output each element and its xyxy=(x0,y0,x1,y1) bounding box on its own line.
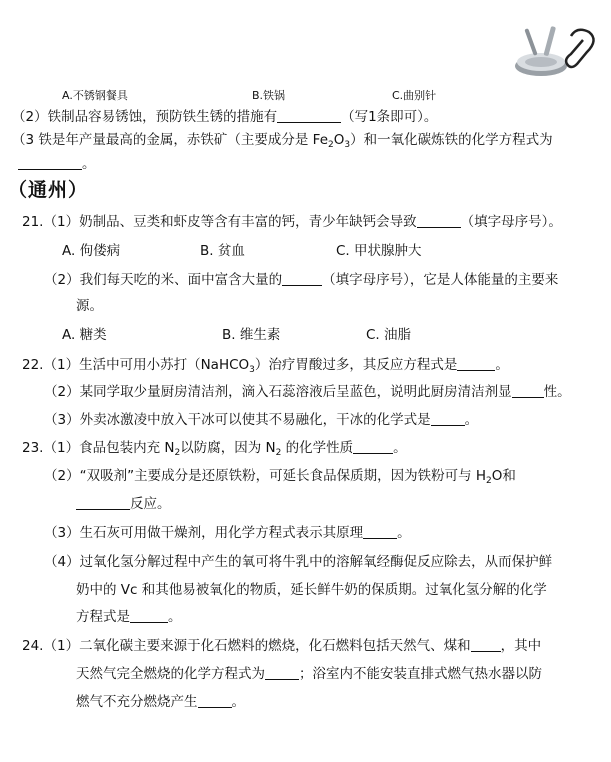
question-number: 21. xyxy=(22,214,44,230)
iron-q-part2-text: （2）铁制品容易锈蚀，预防铁生锈的措施有 xyxy=(12,109,278,125)
kitchenware-icon xyxy=(511,22,607,82)
q23-part1 xyxy=(22,438,407,458)
q21-part2-wrap: 源。 xyxy=(76,298,103,314)
q23-part1-c: 的化学性质 xyxy=(281,440,354,456)
subscript: 3 xyxy=(344,140,351,150)
q24-line3-text: 燃气不充分燃烧产生 xyxy=(76,694,198,710)
answer-blank[interactable] xyxy=(130,608,168,623)
q23-part3 xyxy=(44,523,411,543)
q24-line1-text: （1）二氧化碳主要来源于化石燃料的燃烧，化石燃料包括天然气、煤和 xyxy=(43,638,471,654)
q22-part1-text: （1）生活中可用小苏打（NaHCO xyxy=(43,357,250,373)
subscript: 2 xyxy=(275,448,282,458)
subscript: 2 xyxy=(174,448,181,458)
subscript: 2 xyxy=(486,476,492,486)
q24-line3 xyxy=(76,692,245,712)
q22-part3 xyxy=(44,410,478,430)
subscript: 2 xyxy=(328,140,334,150)
kitchenware-illustration xyxy=(511,22,607,86)
iron-q-part3-text-b: ）和一氧化碳炼铁的化学方程式为 xyxy=(350,132,553,148)
answer-blank[interactable] xyxy=(417,213,461,228)
q23-part1-b: 以防腐，因为 N xyxy=(180,440,276,456)
q23-part1-a: （1）食品包装内充 N xyxy=(43,440,175,456)
question-number: 23. xyxy=(22,440,44,456)
q23-part2 xyxy=(44,466,516,486)
q24-line3-end: 。 xyxy=(231,694,245,710)
q24-line2 xyxy=(76,664,542,684)
answer-blank[interactable] xyxy=(277,108,341,123)
answer-blank[interactable] xyxy=(471,637,501,652)
q22-part1-tail: ）治疗胃酸过多，其反应方程式是 xyxy=(254,357,458,373)
q21-p2-option-b: B. 维生素 xyxy=(222,327,281,343)
question-number: 22. xyxy=(22,357,44,373)
q23-part4-line3-text: 方程式是 xyxy=(76,609,130,625)
answer-blank[interactable] xyxy=(512,383,544,398)
q24-line2-text: 天然气完全燃烧的化学方程式为 xyxy=(76,666,265,682)
iron-q-part2-tail: （写1条即可）。 xyxy=(341,109,438,125)
q21-part2 xyxy=(44,270,558,290)
q21-p2-option-a: A. 糖类 xyxy=(62,327,107,343)
answer-blank[interactable] xyxy=(363,524,397,539)
top-option-c: C.曲别针 xyxy=(392,89,437,102)
q23-part2-a: （2）“双吸剂”主要成分是还原铁粉，可延长食品保质期，因为铁粉可与 H xyxy=(44,468,487,484)
answer-blank[interactable] xyxy=(353,439,393,454)
formula-o: O xyxy=(333,132,345,148)
q22-part1-end: 。 xyxy=(495,357,509,373)
question-number: 24. xyxy=(22,638,44,654)
q21-p2-option-c: C. 油脂 xyxy=(366,327,412,343)
q21-part1-text: （1）奶制品、豆类和虾皮等含有丰富的钙，青少年缺钙会导致 xyxy=(43,214,417,230)
answer-blank[interactable] xyxy=(76,495,130,510)
answer-blank[interactable] xyxy=(198,693,232,708)
q23-part4-line2: 奶中的 Vc 和其他易被氧化的物质，延长鲜牛奶的保质期。过氧化氢分解的化学 xyxy=(76,582,547,598)
iron-q-part3-tail: 。 xyxy=(82,156,96,172)
q21-option-a: A. 佝偻病 xyxy=(62,243,121,259)
top-option-b: B.铁锅 xyxy=(252,89,286,102)
iron-q-part3-text-a: （3 铁是年产量最高的金属，赤铁矿（主要成分是 Fe xyxy=(12,132,329,148)
q23-part2-wrap-end: 反应。 xyxy=(130,496,171,512)
q23-part2-b: O和 xyxy=(491,468,516,484)
section-title: （通州） xyxy=(8,179,89,201)
q24-line1 xyxy=(22,636,541,656)
q23-part1-end: 。 xyxy=(393,440,407,456)
q23-part3-text: （3）生石灰可用做干燥剂，用化学方程式表示其原理 xyxy=(44,525,364,541)
q22-part2 xyxy=(44,382,571,402)
q22-part2-end: 性。 xyxy=(543,384,571,400)
answer-blank[interactable] xyxy=(457,356,495,371)
answer-blank[interactable] xyxy=(431,411,465,426)
q23-part2-wrap xyxy=(76,494,171,514)
q22-part3-text: （3）外卖冰激凌中放入干冰可以使其不易融化，干冰的化学式是 xyxy=(44,412,431,428)
answer-blank[interactable] xyxy=(265,665,299,680)
subscript: 3 xyxy=(249,365,255,375)
top-option-a: A.不锈钢餐具 xyxy=(62,89,128,102)
q22-part1 xyxy=(22,355,509,375)
q21-part2-text: （2）我们每天吃的米、面中富含大量的 xyxy=(44,272,283,288)
q21-part2-tail: （填字母序号），它是人体能量的主要来 xyxy=(322,272,559,288)
q21-option-c: C. 甲状腺肿大 xyxy=(336,243,422,259)
answer-blank[interactable] xyxy=(18,155,82,170)
iron-q-part3 xyxy=(12,130,553,150)
q22-part3-end: 。 xyxy=(464,412,479,428)
q21-part1 xyxy=(22,212,562,232)
q23-part4-line3 xyxy=(76,607,182,627)
q23-part4-line1: （4）过氧化氢分解过程中产生的氧可将牛乳中的溶解氧经酶促反应除去，从而保护鲜 xyxy=(44,554,553,570)
iron-q-part2 xyxy=(12,107,437,127)
q23-part3-end: 。 xyxy=(397,525,411,541)
q22-part2-text: （2）某同学取少量厨房清洁剂，滴入石蕊溶液后呈蓝色，说明此厨房清洁剂显 xyxy=(44,384,512,400)
q21-part1-tail: （填字母序号）。 xyxy=(460,214,562,230)
q24-line2-mid: ；浴室内不能安装直排式燃气热水器以防 xyxy=(299,666,542,682)
iron-q-part3-wrap xyxy=(18,154,96,174)
answer-blank[interactable] xyxy=(282,271,322,286)
q24-line1-end: ，其中 xyxy=(500,638,542,654)
q21-option-b: B. 贫血 xyxy=(200,243,245,259)
q23-part4-end: 。 xyxy=(168,609,182,625)
